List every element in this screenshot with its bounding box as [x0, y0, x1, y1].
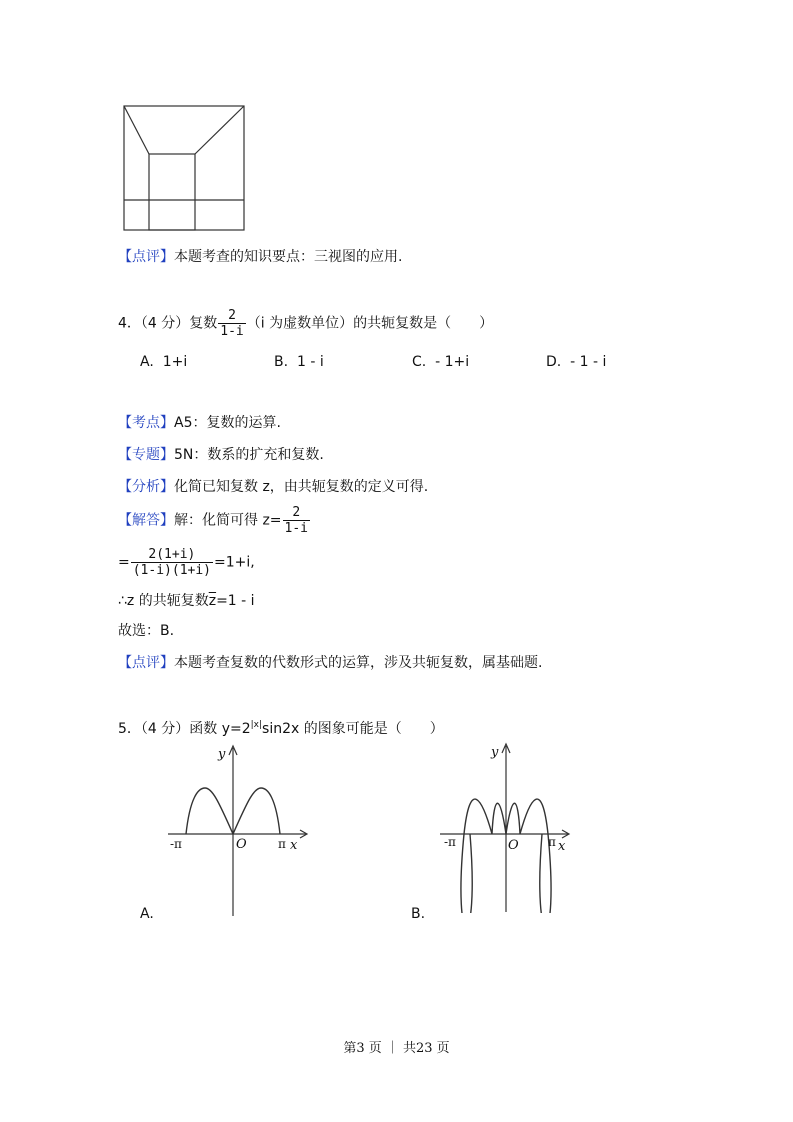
question-4 — [118, 308, 493, 339]
q4-head: 4．（4 分）复数 — [118, 315, 218, 332]
graph-b-letter: B. — [411, 906, 426, 922]
choice-line: 故选：B. — [118, 623, 175, 639]
option-value: 1+i — [162, 354, 188, 370]
step2-suffix: =1+i, — [214, 554, 255, 571]
jieda-fraction — [283, 505, 310, 536]
step2-fraction — [131, 547, 213, 578]
fenxi-tag: 【分析】 — [118, 479, 174, 495]
jieda-tag: 【解答】 — [118, 512, 174, 529]
graph-a-y-label: y — [218, 747, 226, 762]
fenxi-text: 化简已知复数 z，由共轭复数的定义可得. — [174, 479, 429, 495]
review-text: 本题考查复数的代数形式的运算，涉及共轭复数，属基础题. — [174, 655, 543, 671]
frac-numerator: 2(1+i) — [148, 547, 196, 562]
review-q3 — [118, 248, 402, 266]
review-text: 本题考查的知识要点：三视图的应用. — [174, 249, 403, 265]
graph-a-neg-pi: -π — [170, 837, 182, 851]
graph-a-pi: π — [278, 837, 286, 851]
graph-b — [436, 738, 586, 913]
three-view-figure — [118, 100, 250, 236]
q4-tail: （i 为虚数单位）的共轭复数是（ ） — [246, 315, 494, 332]
option-value: - 1+i — [435, 354, 470, 370]
conj-result: =1 - i — [216, 593, 255, 609]
question-5 — [118, 716, 444, 738]
q5-head: 5．（4 分）函数 y=2 — [118, 721, 251, 737]
page-footer: 第3 页 ｜ 共23 页 — [343, 1041, 450, 1056]
q5-exponent: |x| — [250, 720, 263, 730]
conj-line — [118, 592, 255, 610]
q4-fraction — [218, 308, 245, 339]
q5-tail: sin2x 的图象可能是（ ） — [262, 721, 444, 737]
kaodian-line — [118, 414, 281, 432]
frac-denominator: 1-i — [284, 521, 309, 536]
frac-numerator: 2 — [228, 308, 236, 323]
graph-b-y-label: y — [491, 745, 499, 760]
graph-a-letter: A. — [140, 906, 154, 922]
graph-b-pi: π — [548, 835, 556, 849]
review-tag: 【点评】 — [118, 249, 174, 265]
option-letter: C. — [412, 354, 427, 370]
jieda-line — [118, 505, 311, 536]
step2-line — [118, 547, 255, 578]
jieda-text: 解：化简可得 z= — [174, 512, 282, 529]
graph-a — [160, 738, 320, 918]
zhuanti-text: 5N：数系的扩充和复数. — [174, 447, 324, 463]
option-b — [274, 353, 324, 371]
conj-text: ∴z 的共轭复数 — [118, 593, 209, 609]
fenxi-line — [118, 478, 428, 496]
option-a — [140, 353, 187, 371]
zhuanti-tag: 【专题】 — [118, 447, 174, 463]
step2-prefix: = — [118, 554, 130, 571]
kaodian-tag: 【考点】 — [118, 415, 174, 431]
graph-a-x-label: x — [290, 838, 298, 853]
option-letter: D. — [546, 354, 562, 370]
option-d — [546, 353, 606, 371]
option-value: 1 - i — [296, 354, 324, 370]
conj-z: $\overline{z}$ — [208, 593, 217, 609]
frac-numerator: 2 — [292, 505, 301, 520]
graph-b-x-label: x — [558, 839, 566, 854]
frac-denominator: (1-i)(1+i) — [132, 563, 212, 578]
review-tag: 【点评】 — [118, 655, 174, 671]
option-letter: B. — [274, 354, 289, 370]
graph-a-origin: O — [236, 837, 247, 852]
review-q4 — [118, 654, 542, 672]
kaodian-text: A5：复数的运算. — [174, 415, 281, 431]
option-letter: A. — [140, 354, 154, 370]
graph-b-neg-pi: -π — [444, 835, 456, 849]
graph-b-origin: O — [508, 838, 519, 853]
frac-denominator: 1-i — [220, 324, 244, 339]
option-value: - 1 - i — [570, 354, 607, 370]
option-c — [412, 353, 469, 371]
zhuanti-line — [118, 446, 324, 464]
